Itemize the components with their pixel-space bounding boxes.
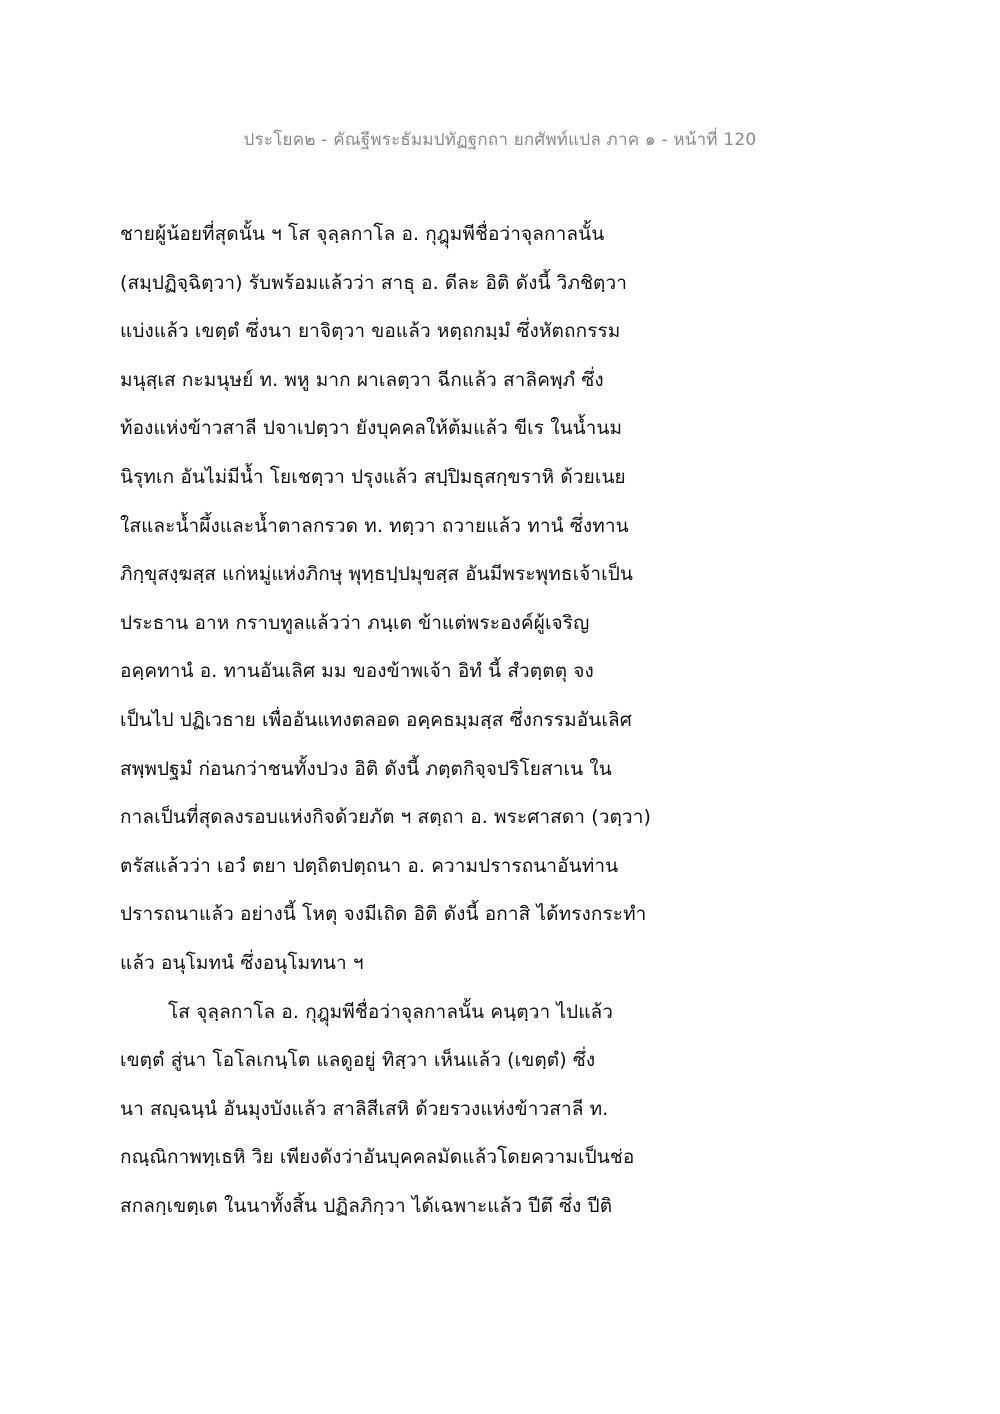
text-line: สพฺพปฐมํ ก่อนกว่าชนทั้งปวง อิติ ดังนี้ ภตฺตกิจฺจปริโยสาเน ใน	[120, 757, 612, 780]
text-line: อคฺคทานํ อ. ทานอันเลิศ มม ของข้าพเจ้า อิทํ นี้ สํวตฺตตุ จง	[120, 660, 594, 683]
text-line: แบ่งแล้ว เขตฺตํ ซึ่งนา ยาจิตฺวา ขอแล้ว หตฺถกมฺมํ ซึ่งหัตถกรรม	[120, 320, 621, 343]
text-line: มนุสฺเส กะมนุษย์ ท. พหู มาก ผาเลตฺวา ฉีกแล้ว สาลิคพฺภํ ซึ่ง	[120, 368, 604, 391]
text-line: นา สญฺฉนฺนํ อันมุงบังแล้ว สาลิสีเสหิ ด้วยรวงแห่งข้าวสาลี ท.	[120, 1097, 609, 1120]
text-line: ประธาน อาห กราบทูลแล้วว่า ภนฺเต ข้าแต่พระองค์ผู้เจริญ	[120, 611, 590, 634]
page-header: ประโยค๒ - คัณฐีพระธัมมปทัฏฐกถา ยกศัพท์แปล ภาค ๑ - หน้าที่ 120	[243, 130, 757, 150]
text-line: แล้ว อนุโมทนํ ซึ่งอนุโมทนา ฯ	[120, 951, 364, 974]
text-line: ตรัสแล้วว่า เอวํ ตยา ปตฺถิตปตฺถนา อ. ความปรารถนาอันท่าน	[120, 854, 619, 877]
paragraph-start-line: โส จุลฺลกาโล อ. กุฎุมพีชื่อว่าจุลกาลนั้น คนฺตฺวา ไปแล้ว	[168, 1000, 614, 1023]
text-line: เขตฺตํ สู่นา โอโลเกนฺโต แลดูอยู่ ทิสฺวา เห็นแล้ว (เขตฺตํ) ซึ่ง	[120, 1049, 596, 1072]
text-line: สกลกฺเขตฺเต ในนาทั้งสิ้น ปฏิลภิกฺวา ได้เฉพาะแล้ว ปีตึ ซึ่ง ปีติ	[120, 1194, 613, 1217]
body-text	[120, 210, 710, 1230]
text-line: (สมฺปฏิจฺฉิตฺวา) รับพร้อมแล้วว่า สาธุ อ. ดีละ อิติ ดังนี้ วิภชิตฺวา	[120, 271, 628, 294]
text-line: กณฺณิกาพทฺเธหิ วิย เพียงดังว่าอันบุคคลมัดแล้วโดยความเป็นช่อ	[120, 1146, 635, 1169]
text-line: นิรุทเก อันไม่มีน้ำ โยเชตฺวา ปรุงแล้ว สปฺปิมธุสกฺขราหิ ด้วยเนย	[120, 465, 626, 488]
text-line: ท้องแห่งข้าวสาลี ปจาเปตฺวา ยังบุคคลให้ต้มแล้ว ขีเร ในน้ำนม	[120, 417, 623, 440]
text-line: ใสและน้ำผึ้งและน้ำตาลกรวด ท. ทตฺวา ถวายแล้ว ทานํ ซึ่งทาน	[120, 514, 629, 537]
text-line: ปรารถนาแล้ว อย่างนี้ โหตุ จงมีเถิด อิติ ดังนี้ อกาสิ ได้ทรงกระทำ	[120, 903, 647, 926]
text-line: ชายผู้น้อยที่สุดนั้น ฯ โส จุลฺลกาโล อ. กุฎุมพีชื่อว่าจุลกาลนั้น	[120, 223, 605, 245]
text-line: กาลเป็นที่สุดลงรอบแห่งกิจด้วยภัต ฯ สตฺถา อ. พระศาสดา (วตฺวา)	[120, 806, 651, 829]
text-line: ภิกฺขุสงฺฆสฺส แก่หมู่แห่งภิกษุ พุทฺธปฺปมุขสฺส อันมีพระพุทธเจ้าเป็น	[120, 563, 634, 586]
text-line: เป็นไป ปฏิเวธาย เพื่ออันแทงตลอด อคฺคธมฺมสฺส ซึ่งกรรมอันเลิศ	[120, 708, 632, 731]
